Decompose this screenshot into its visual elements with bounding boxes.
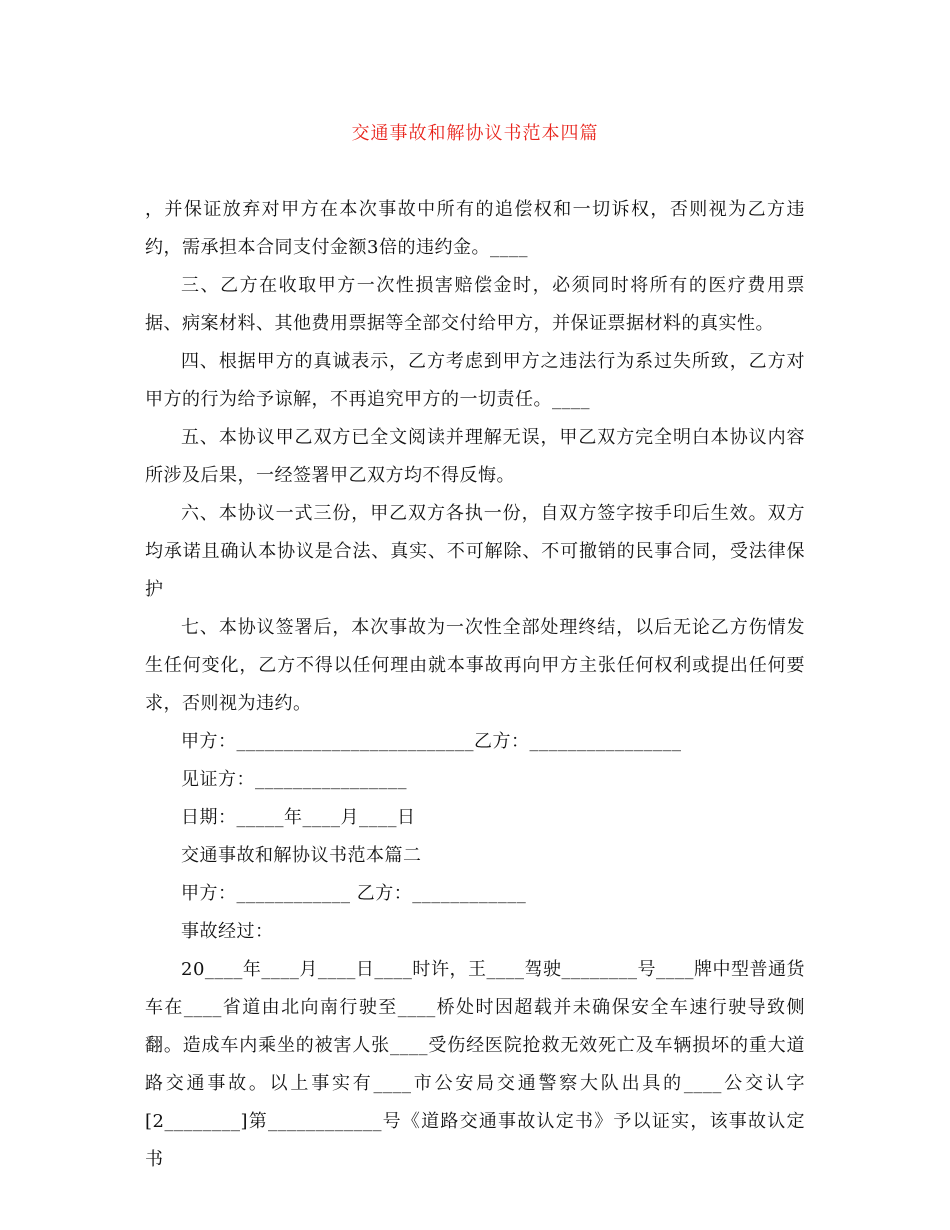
- section-2-paragraph: 20____年____月____日____时许，王____驾驶________号____牌中型普通货车在____省道由北向南行驶至____桥处时因超载并未确保安全车速行驶导致侧翻。造成车内乘坐的被害人张____受伤经医院抢救无效死亡及车辆损坏的重大道路交通事故。以上事实有____市公安局交通警察大队出具的____公交认字[2________]第____________号《道路交通事故认定书》予以证实，该事故认定书: [145, 959, 805, 1170]
- signature-date-line: 日期：_____年____月____日: [181, 807, 416, 828]
- paragraph-clause-5: 五、本协议甲乙双方已全文阅读并理解无误，甲乙双方完全明白本协议内容所涉及后果，一经签署甲乙双方均不得反悔。: [145, 427, 805, 486]
- document-body: [145, 191, 805, 1179]
- document-title: 交通事故和解协议书范本四篇: [351, 123, 599, 144]
- paragraph-clause-3: 三、乙方在收取甲方一次性损害赔偿金时，必须同时将所有的医疗费用票据、病案材料、其他费用票据等全部交付给甲方，并保证票据材料的真实性。: [145, 275, 805, 334]
- paragraph-clause-7: 七、本协议签署后，本次事故为一次性全部处理终结，以后无论乙方伤情发生任何变化，乙方不得以任何理由就本事故再向甲方主张任何权利或提出任何要求，否则视为违约。: [145, 617, 805, 714]
- paragraph-clause-6: 六、本协议一式三份，甲乙双方各执一份，自双方签字按手印后生效。双方均承诺且确认本协议是合法、真实、不可解除、不可撤销的民事合同，受法律保护: [145, 503, 805, 600]
- section-2-heading: 交通事故和解协议书范本篇二: [181, 845, 422, 866]
- paragraph-continuation: ，并保证放弃对甲方在本次事故中所有的追偿权和一切诉权，否则视为乙方违约，需承担本合同支付金额3倍的违约金。____: [145, 199, 805, 258]
- paragraph-clause-4: 四、根据甲方的真诚表示，乙方考虑到甲方之违法行为系过失所致，乙方对甲方的行为给予谅解，不再追究甲方的一切责任。____: [145, 351, 805, 410]
- section-2-parties-line: 甲方：____________ 乙方：____________: [181, 883, 527, 904]
- signature-witness-line: 见证方：________________: [181, 769, 407, 790]
- section-2-label: 事故经过：: [181, 921, 274, 942]
- signature-parties-line: 甲方：_________________________乙方：________________: [181, 731, 682, 752]
